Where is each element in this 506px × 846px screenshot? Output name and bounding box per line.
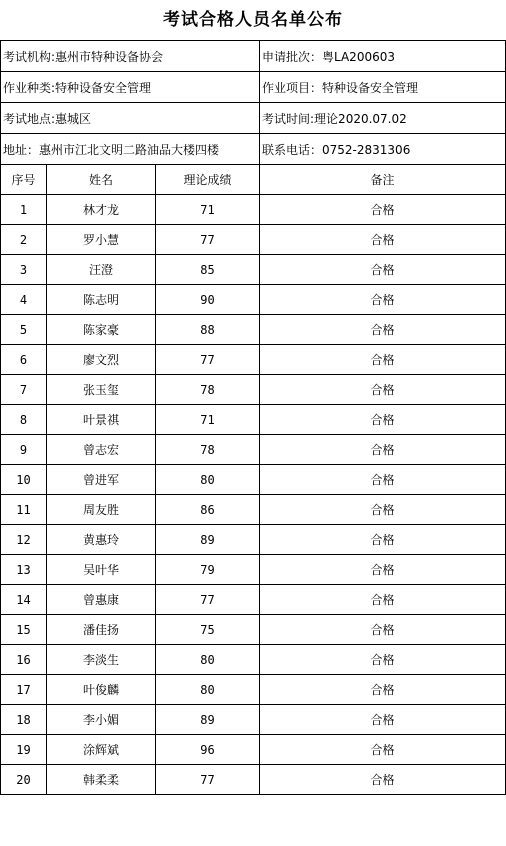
row-name: 叶俊麟 [47,675,156,705]
table-row [1,345,506,375]
row-number: 3 [1,255,47,285]
row-name: 潘佳扬 [47,615,156,645]
row-name: 周友胜 [47,495,156,525]
row-remark: 合格 [260,375,506,405]
row-remark: 合格 [260,615,506,645]
row-score: 85 [156,255,260,285]
header-remark: 备注 [260,165,506,195]
header-score: 理论成绩 [156,165,260,195]
row-remark: 合格 [260,225,506,255]
exam-org: 考试机构:惠州市特种设备协会 [1,41,260,72]
row-score: 77 [156,225,260,255]
row-remark: 合格 [260,435,506,465]
row-number: 19 [1,735,47,765]
row-number: 7 [1,375,47,405]
row-number: 17 [1,675,47,705]
info-row [1,103,506,134]
info-row [1,41,506,72]
row-number: 6 [1,345,47,375]
row-number: 10 [1,465,47,495]
contact-phone: 联系电话：0752-2831306 [260,134,506,165]
row-name: 曾志宏 [47,435,156,465]
row-name: 陈家豪 [47,315,156,345]
table-row [1,765,506,795]
table-row [1,465,506,495]
table-row [1,585,506,615]
row-score: 80 [156,465,260,495]
row-remark: 合格 [260,705,506,735]
table-header-row [1,165,506,195]
row-score: 80 [156,645,260,675]
results-table [0,40,506,795]
results-section [1,165,506,795]
table-row [1,555,506,585]
row-score: 77 [156,345,260,375]
row-name: 李小媚 [47,705,156,735]
exam-location: 考试地点:惠城区 [1,103,260,134]
row-number: 12 [1,525,47,555]
row-number: 14 [1,585,47,615]
row-number: 5 [1,315,47,345]
header-name: 姓名 [47,165,156,195]
row-number: 18 [1,705,47,735]
row-number: 9 [1,435,47,465]
row-number: 8 [1,405,47,435]
table-row [1,285,506,315]
table-row [1,675,506,705]
table-row [1,615,506,645]
row-remark: 合格 [260,285,506,315]
row-name: 廖文烈 [47,345,156,375]
row-name: 叶景祺 [47,405,156,435]
row-remark: 合格 [260,255,506,285]
header-no: 序号 [1,165,47,195]
row-number: 13 [1,555,47,585]
row-score: 77 [156,765,260,795]
exam-time: 考试时间:理论2020.07.02 [260,103,506,134]
table-row [1,495,506,525]
row-name: 涂辉斌 [47,735,156,765]
row-name: 曾进军 [47,465,156,495]
row-remark: 合格 [260,465,506,495]
row-number: 1 [1,195,47,225]
row-remark: 合格 [260,765,506,795]
row-score: 88 [156,315,260,345]
row-name: 罗小慧 [47,225,156,255]
row-score: 78 [156,435,260,465]
page-title: 考试合格人员名单公布 [163,10,343,30]
info-row [1,72,506,103]
row-remark: 合格 [260,405,506,435]
table-row [1,255,506,285]
row-score: 89 [156,525,260,555]
table-row [1,525,506,555]
table-row [1,705,506,735]
table-row [1,645,506,675]
row-number: 16 [1,645,47,675]
table-row [1,435,506,465]
row-remark: 合格 [260,315,506,345]
row-number: 15 [1,615,47,645]
row-score: 71 [156,405,260,435]
row-score: 89 [156,705,260,735]
table-row [1,225,506,255]
row-score: 80 [156,675,260,705]
row-remark: 合格 [260,195,506,225]
row-remark: 合格 [260,555,506,585]
row-name: 黄惠玲 [47,525,156,555]
row-score: 90 [156,285,260,315]
row-name: 陈志明 [47,285,156,315]
info-section [1,41,506,165]
row-name: 吴叶华 [47,555,156,585]
row-name: 李淡生 [47,645,156,675]
table-row [1,195,506,225]
row-name: 韩柔柔 [47,765,156,795]
row-number: 11 [1,495,47,525]
table-row [1,405,506,435]
table-row [1,315,506,345]
info-row [1,134,506,165]
address: 地址：惠州市江北文明二路油品大楼四楼 [1,134,260,165]
row-remark: 合格 [260,525,506,555]
row-score: 77 [156,585,260,615]
row-name: 汪澄 [47,255,156,285]
row-score: 71 [156,195,260,225]
row-score: 86 [156,495,260,525]
work-category: 作业种类:特种设备安全管理 [1,72,260,103]
row-remark: 合格 [260,675,506,705]
table-row [1,735,506,765]
row-remark: 合格 [260,345,506,375]
row-name: 林才龙 [47,195,156,225]
row-remark: 合格 [260,495,506,525]
row-name: 张玉玺 [47,375,156,405]
row-remark: 合格 [260,735,506,765]
row-remark: 合格 [260,585,506,615]
table-row [1,375,506,405]
row-score: 75 [156,615,260,645]
row-score: 96 [156,735,260,765]
row-score: 79 [156,555,260,585]
row-number: 4 [1,285,47,315]
row-remark: 合格 [260,645,506,675]
row-number: 2 [1,225,47,255]
work-item: 作业项目：特种设备安全管理 [260,72,506,103]
apply-batch: 申请批次：粤LA200603 [260,41,506,72]
row-number: 20 [1,765,47,795]
row-score: 78 [156,375,260,405]
row-name: 曾惠康 [47,585,156,615]
